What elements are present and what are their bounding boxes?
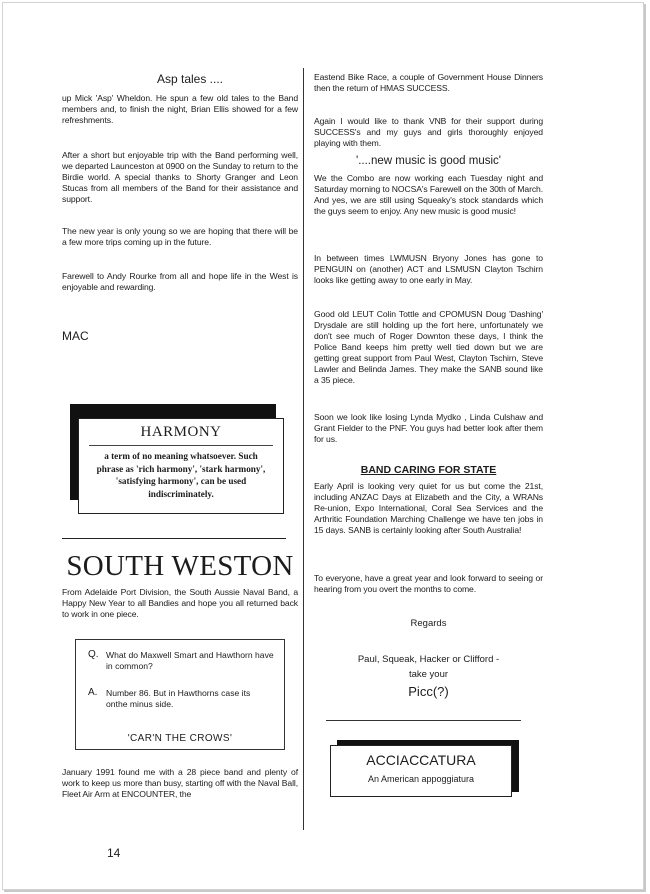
- signature-name: Picc(?): [408, 684, 449, 699]
- new-music-heading: '....new music is good music': [356, 155, 501, 167]
- signature-line-2: take your: [408, 669, 449, 680]
- answer-letter: A.: [88, 687, 98, 698]
- harmony-definition: a term of no meaning whatsoever. Such phrase as 'rich harmony', 'stark harmony', 'satisfying harmony', can be used indiscriminately.: [96, 451, 266, 499]
- band-caring-paragraph-1: Early April is looking very quiet for us but come the 21st, including ANZAC Days at Elizabeth and the City, a WRANs Re-union, Expo International, Coral Sea Services and the Arthritic Foundation Marching Challenge we have ten jobs in 15 days. SANB is certainly looking after South Australia!: [314, 481, 543, 535]
- signoff: MAC: [62, 329, 89, 343]
- south-weston-intro: From Adelaide Port Division, the South Aussie Naval Band, a Happy New Year to all Bandies and hope you all returned back to work in one piece.: [62, 587, 298, 619]
- qa-box: [75, 639, 285, 750]
- asp-paragraph-1: up Mick 'Asp' Wheldon. He spun a few old tales to the Band members and, to finish the night, Brian Ellis showed for a few refreshments.: [62, 93, 298, 125]
- band-caring-paragraph-2: To everyone, have a great year and look forward to seeing or hearing from you overt the months to come.: [314, 573, 543, 594]
- band-caring-heading: BAND CARING FOR STATE: [360, 464, 497, 476]
- asp-tales-heading: Asp tales ....: [156, 72, 224, 86]
- south-weston-rule: [62, 538, 286, 539]
- crows-tagline: 'CAR'N THE CROWS': [127, 733, 233, 744]
- harmony-box: [78, 418, 284, 514]
- music-paragraph-3: Good old LEUT Colin Tottle and CPOMUSN Doug 'Dashing' Drysdale are still holding up the fort here, unfortunately we don't see much of Roger Downton these days, I think the Police Band keeps him pretty well tied down but we are getting great support from Paul West, Clayton Tschirn, Steve Lawler and Belinda James. They make the SANB sound like a 35 piece.: [314, 309, 543, 385]
- question-text: What do Maxwell Smart and Hawthorn have in common?: [106, 650, 274, 671]
- music-paragraph-2: In between times LWMUSN Bryony Jones has gone to PENGUIN on (another) ACT and LSMUSN Clayton Tschirn looks like getting away to one early in May.: [314, 253, 543, 285]
- acciaccatura-title: ACCIACCATURA: [366, 752, 476, 768]
- right-intro-1: Eastend Bike Race, a couple of Government House Dinners then the return of HMAS SUCCESS.: [314, 72, 543, 93]
- music-paragraph-4: Soon we look like losing Lynda Mydko , Linda Culshaw and Grant Fielder to the PNF. You guys had better look after them for us.: [314, 412, 543, 444]
- signature-line: Paul, Squeak, Hacker or Clifford -: [357, 654, 500, 665]
- regards-text: Regards: [410, 618, 447, 629]
- asp-paragraph-4: Farewell to Andy Rourke from all and hope life in the West is enjoyable and rewarding.: [62, 271, 298, 292]
- harmony-title: HARMONY: [140, 424, 222, 440]
- acciaccatura-subtitle: An American appoggiatura: [367, 774, 475, 784]
- south-weston-continued: January 1991 found me with a 28 piece band and plenty of work to keep us more than busy, starting off with the Naval Ball, Fleet Air Arm at ENCOUNTER, the: [62, 767, 298, 799]
- question-letter: Q.: [88, 649, 99, 660]
- asp-paragraph-2: After a short but enjoyable trip with the Band performing well, we departed Launceston at 0900 on the Sunday to return to the Birdie world. A special thanks to Shorty Granger and Leon Stucas from all members of the Band for their assistance and support.: [62, 150, 298, 204]
- signature-rule: [326, 720, 521, 721]
- asp-paragraph-3: The new year is only young so we are hoping that there will be a few more trips coming up in the future.: [62, 226, 298, 247]
- right-intro-2: Again I would like to thank VNB for their support during SUCCESS's and my guys and girls thoroughly enjoyed playing with them.: [314, 116, 543, 148]
- answer-text: Number 86. But in Hawthorns case its onthe minus side.: [106, 688, 251, 709]
- column-divider: [303, 68, 304, 830]
- page-number: 14: [107, 846, 121, 860]
- harmony-rule: [89, 445, 273, 446]
- music-paragraph-1: We the Combo are now working each Tuesday night and Saturday morning to NOCSA's Farewell on the 30th of March. And yes, we are still using Squeaky's stock standards which the guys seem to enjoy. Any new music is good music!: [314, 173, 543, 216]
- south-weston-title: SOUTH WESTON: [66, 550, 294, 582]
- acciaccatura-box: [330, 745, 512, 797]
